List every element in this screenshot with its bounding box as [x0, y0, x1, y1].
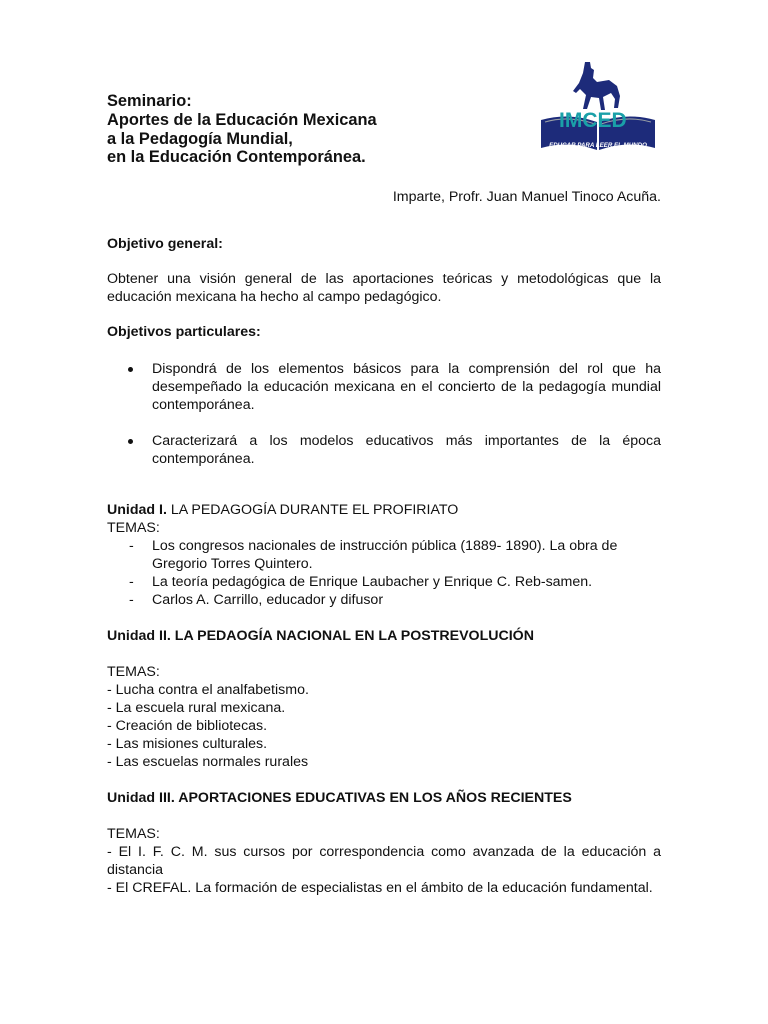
title-line: Seminario:: [107, 92, 192, 110]
title-line: a la Pedagogía Mundial,: [107, 129, 293, 148]
bullet-icon: [128, 367, 133, 372]
unidad-1-section: [107, 501, 661, 609]
title-line: en la Educación Contemporánea.: [107, 148, 366, 167]
temas-label: TEMAS:: [107, 520, 160, 537]
tema-line: - Creación de bibliotecas.: [107, 718, 268, 735]
unidad-label: Unidad I.: [107, 502, 167, 519]
list-item: [107, 360, 661, 414]
unidad-title: APORTACIONES EDUCATIVAS EN LOS AÑOS RECIENTES: [174, 790, 572, 807]
list-item: - La teoría pedagógica de Enrique Laubacher y Enrique C. Reb-samen.: [129, 574, 593, 591]
tema-line: - El CREFAL. La formación de especialistas en el ámbito de la educación fundamental.: [107, 880, 653, 897]
unidad-1-heading: [107, 501, 661, 519]
logo-tagline: EDUCAR PARA LEER EL MUNDO: [549, 142, 647, 149]
tema-line: - Las escuelas normales rurales: [107, 754, 309, 771]
objetivo-general-section: [107, 235, 661, 306]
objetivo-general-heading: Objetivo general:: [107, 236, 223, 253]
unidad-3-heading: [107, 789, 661, 807]
unidad-2-heading: [107, 627, 661, 645]
list-item: - Carlos A. Carrillo, educador y difusor: [129, 592, 384, 609]
temas-label: TEMAS:: [107, 826, 160, 843]
unidad-label: Unidad II.: [107, 628, 171, 645]
logo-wordmark: IMCED: [559, 109, 627, 132]
objetivos-particulares-section: [107, 323, 661, 468]
tema-line: - Lucha contra el analfabetismo.: [107, 682, 309, 699]
temas-label: TEMAS:: [107, 664, 160, 681]
tema-text: Carlos A. Carrillo, educador y difusor: [152, 592, 384, 609]
unidad-title: LA PEDAGOGÍA DURANTE EL PROFIRIATO: [166, 502, 459, 519]
bullet-icon: [128, 439, 133, 444]
list-item: [107, 432, 661, 468]
instructor-line: Imparte, Profr. Juan Manuel Tinoco Acuña.: [392, 189, 661, 206]
unidad-title: LA PEDAOGÍA NACIONAL EN LA POSTREVOLUCIÓN: [170, 628, 534, 645]
unidad-3-section: [107, 789, 661, 897]
objetivos-list: [107, 360, 661, 468]
list-item: - Los congresos nacionales de instrucción pública (1889- 1890). La obra de Gregorio Torres Quintero.: [129, 538, 618, 573]
unidad-2-section: [107, 627, 661, 771]
unidad-1-temas: [107, 537, 661, 609]
tema-line: - La escuela rural mexicana.: [107, 700, 286, 717]
objetivo-general-text: Obtener una visión general de las aportaciones teóricas y metodológicas que la educación mexicana ha hecho al campo pedagógico.: [107, 271, 661, 306]
title-line: Aportes de la Educación Mexicana: [107, 110, 377, 129]
tema-line: - Las misiones culturales.: [107, 736, 268, 753]
unidad-label: Unidad III.: [107, 790, 175, 807]
tema-line: - El I. F. C. M. sus cursos por correspondencia como avanzada de la educación a distancia: [107, 844, 661, 879]
document-content: [107, 92, 661, 897]
seminar-title: [107, 92, 661, 167]
objetivos-particulares-heading: Objetivos particulares:: [107, 324, 261, 341]
objetivo-text: Caracterizará a los modelos educativos más importantes de la época contemporánea.: [152, 433, 661, 468]
tema-text: Los congresos nacionales de instrucción pública (1889- 1890). La obra de Gregorio Torres Quintero.: [152, 538, 618, 573]
objetivo-text: Dispondrá de los elementos básicos para la comprensión del rol que ha desempeñado la educación mexicana en el concierto de la pedagogía mundial contemporánea.: [152, 361, 661, 414]
tema-text: La teoría pedagógica de Enrique Laubacher y Enrique C. Reb-samen.: [152, 574, 593, 591]
